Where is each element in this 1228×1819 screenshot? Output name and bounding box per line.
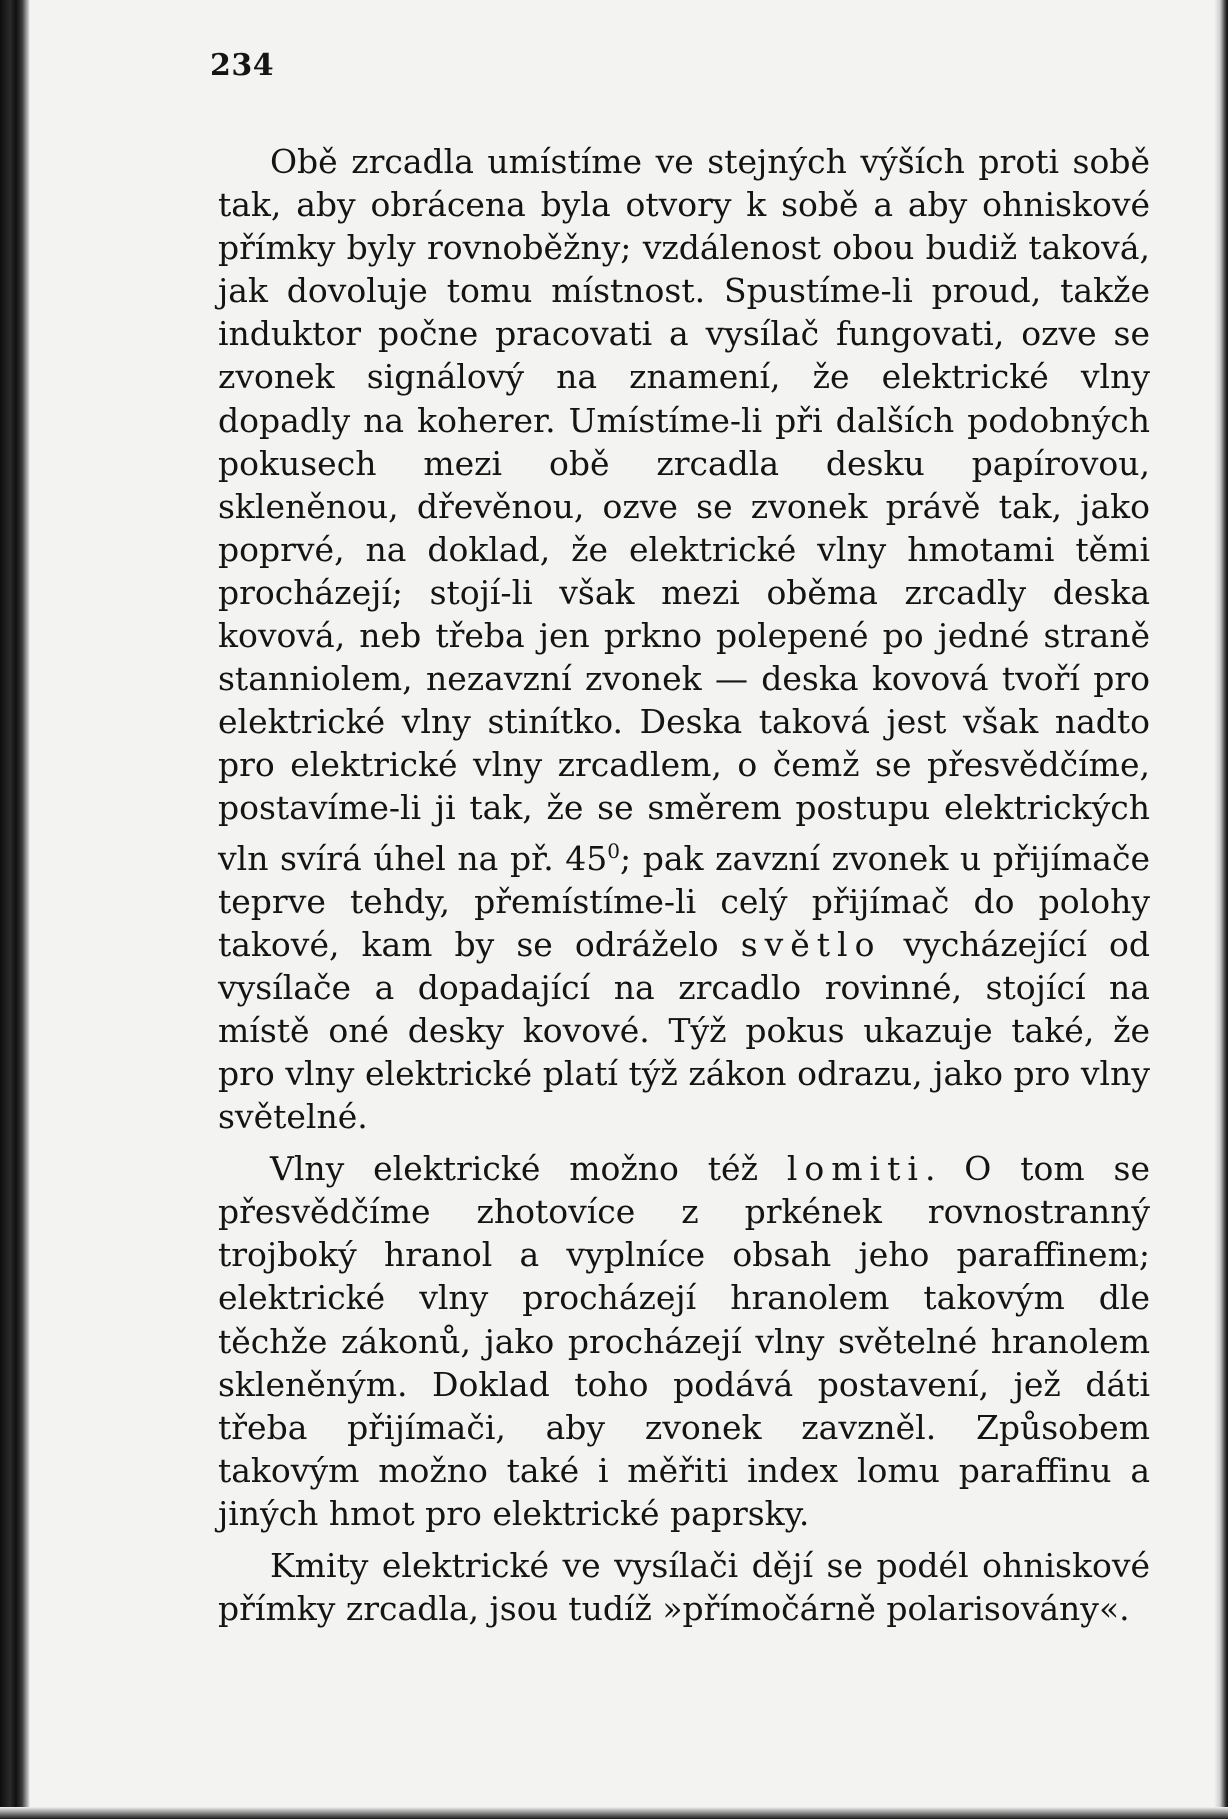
degree-superscript: 0 xyxy=(607,838,621,863)
page-number: 234 xyxy=(210,48,275,83)
emphasized-word-svetlo: světlo xyxy=(740,924,882,964)
paragraph-1-part-a: Obě zrcadla umístíme ve stejných výších proti sobě tak, aby obrácena byla otvory k sobě a aby ohniskové přímky byly rovnoběžny; vzdálenost obou budiž taková, jak dovoluje tomu místnost. Spustíme-li proud, takže induktor počne pracovati a vysílač fungovati, ozve se zvonek signálový na znamení, že elektrické vlny dopadly na koherer. Umístíme-li při dalších podobných pokusech mezi obě zrcadla desku papírovou, skleněnou, dřevěnou, ozve se zvonek právě tak, jako poprvé, na doklad, že elektrické vlny hmotami těmi procházejí; stojí-li však mezi oběma zrcadly deska kovová, neb třeba jen prkno polepené po jedné straně stanniolem, nezavzní zvonek — deska kovová tvoří pro elektrické vlny stinítko. Deska taková jest však nadto pro elektrické vlny zrcadlem, o čemž se přesvědčíme, postavíme-li ji tak, že se směrem postupu elektrických vln svírá úhel na př. 45 xyxy=(218,142,1150,878)
page-bottom-edge xyxy=(0,1807,1228,1819)
paragraph-2 xyxy=(218,1147,1150,1535)
book-spine-shadow xyxy=(0,0,30,1819)
paragraph-2-part-b: . O tom se přesvědčíme zhotovíce z prkének rovnostranný trojboký hranol a vyplníce obsah jeho paraffinem; elektrické vlny procházejí hranolem takovým dle těchže zákonů, jako procházejí vlny světelné hranolem skleněným. Doklad toho podává postavení, jež dáti třeba přijímači, aby zvonek zavzněl. Způsobem takovým možno také i měřiti index lomu paraffinu a jiných hmot pro elektrické paprsky. xyxy=(218,1149,1150,1533)
paragraph-3-text: Kmity elektrické ve vysílači dějí se podél ohniskové přímky zrcadla, jsou tudíž »přímočárně polarisovány«. xyxy=(218,1546,1150,1629)
page-right-edge xyxy=(1214,0,1228,1819)
paragraph-2-part-a: Vlny elektrické možno též xyxy=(270,1149,787,1189)
paragraph-1 xyxy=(218,140,1150,1138)
paragraph-1-part-b: ; pak zavzní zvonek u přijímače teprve tehdy, přemístíme-li celý přijímač do polohy takové, kam by se odráželo xyxy=(218,838,1150,964)
paragraph-3 xyxy=(218,1544,1150,1630)
emphasized-word-lomiti: lomiti xyxy=(786,1149,925,1189)
body-text xyxy=(218,140,1150,1630)
paragraph-1-part-c: vycházející od vysílače a dopadající na zrcadlo rovinné, stojící na místě oné desky kovové. Týž pokus ukazuje také, že pro vlny elektrické platí týž zákon odrazu, jako pro vlny světelné. xyxy=(218,924,1151,1137)
